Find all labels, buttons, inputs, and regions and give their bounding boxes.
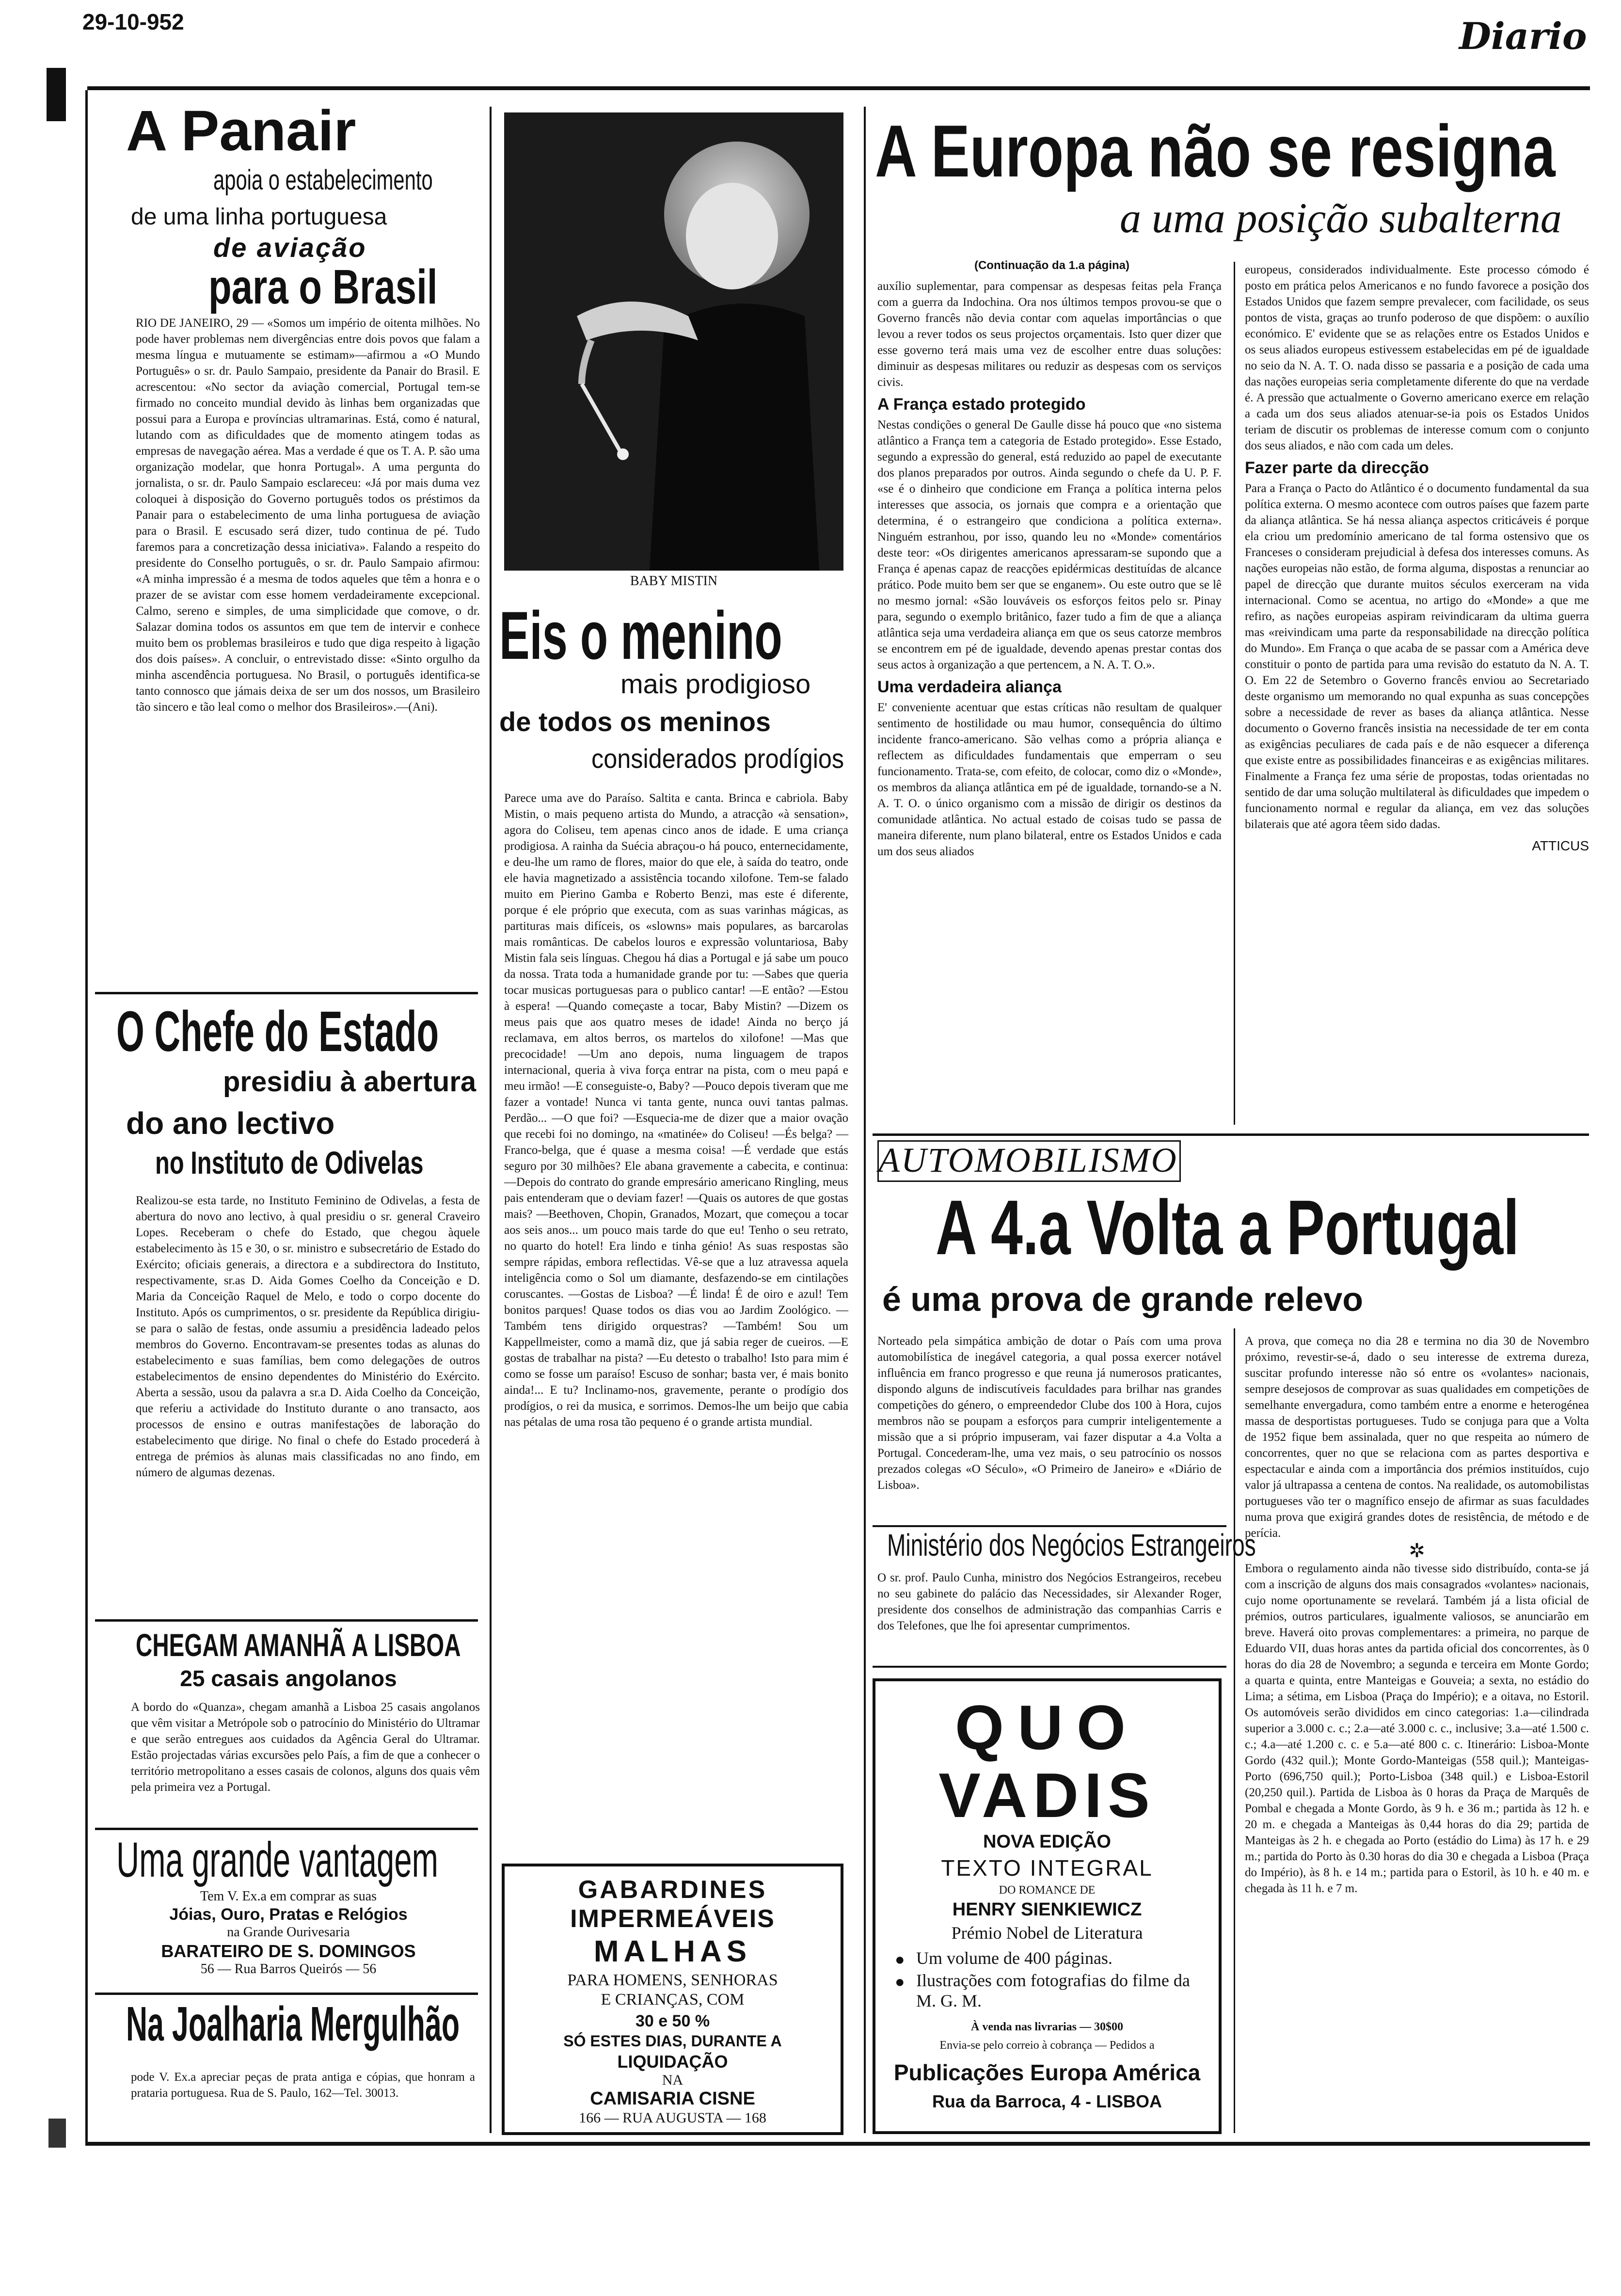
asterisk-icon: ✲ — [1409, 1540, 1425, 1562]
panair-article — [97, 99, 480, 714]
ad-quovadis-l3: NOVA EDIÇÃO — [983, 1832, 1111, 1852]
panair-title: A Panair — [126, 99, 356, 163]
europa-col1-para-a: auxílio suplementar, para compensar as despesas feitas pela França com a guerra da Indochina. Ora nos últimos tempos provou-se que o Governo francês não devia contar com aquelas importâncias o que levou a rever todos os seus projectos orçamentais. Isto quer dizer que esse governo terá mais uma vez de escolher entre duas soluções: diminuir as despesas militares ou reduzir as despesas com os serviços civis. — [877, 280, 1222, 389]
ad-quovadis-l1: QUO — [954, 1692, 1140, 1763]
auto-col2-para-a: A prova, que começa no dia 28 e termina no dia 30 de Novembro próximo, revestir-se-á, dado o seu interesse de extrema dureza, suscitar profundo interesse não só entre os «volantes» nacionais, sempre desejosos de comprovar as suas qualidades em competições de semelhante envergadura, como também entre a enorme e heterogénea massa de desportistas portugueses. Tudo se conjuga para que a Volta de 1952 fique bem assinalada, quer no que respeita ao número de concorrentes, quer no que se relaciona com as partes desportiva e espectacular e ainda com a importância dos prémios instituídos, cujo valor já ultrapassa a centena de contos. Na realidade, os automobilistas portugueses vão ter o magnífico ensejo de afirmar as suas faculdades numa prova que exigirá grandes dotes de resistência, de método e de perícia. — [1245, 1335, 1589, 1540]
angolanos-subtitle: 25 casais angolanos — [180, 1666, 397, 1691]
ad-gabardines-l9: NA — [662, 2072, 683, 2088]
menino-title: Eis o menino — [499, 597, 782, 673]
column-rule — [490, 107, 492, 2133]
ad-vantagem-line-4: BARATEIRO DE S. DOMINGOS — [161, 1941, 416, 1961]
ad-quovadis-l11: Envia-se pelo correio à cobrança — Pedidos a — [939, 2039, 1155, 2052]
ministerio-title: Ministério dos Negócios Estrangeiros — [887, 1528, 1256, 1563]
europa-col-1 — [877, 278, 1222, 860]
chefe-body: Realizou-se esta tarde, no Instituto Feminino de Odivelas, a festa de abertura do novo ano lectivo, à qual presidiu o sr. general Craveiro Lopes. Receberam o chefe do Estado, que chegou àquele estabelecimento às 15 e 30, o sr. ministro e subsecretário de Estado do Exército; oficiais generais, a directora e a subdirectora do Instituto, respectivamente, sr.as D. Aida Gomes Coelho da Conceição e D. Maria da Conceição Raquel de Melo, e todo o corpo docente do Instituto. Após os cumprimentos, o sr. presidente da República dirigiu-se para o salão de festas, onde assumiu a presidência ladeado pelos membros do Governo. Encontravam-se presentes todas as alunas do estabelecimento e suas famílias, bem como delegações de outros estabelecimentos de ensino dependentes do Ministério do Exército. Aberta a sessão, usou da palavra a sr.a D. Aida Coelho da Conceição, que referiu a actividade do Instituto durante o ano transacto, aos processos de ensino e outras manifestações de laboração do estabelecimento que dirige. No final o chefe do Estado procederá à entrega de prémios às alunas mais classificadas no ano findo, em número de algumas dezenas. — [136, 1194, 480, 1479]
ad-gabardines-l5: E CRIANÇAS, COM — [601, 1991, 745, 2009]
europa-continuation: (Continuação da 1.a página) — [974, 259, 1130, 272]
ad-quovadis-l13: Rua da Barroca, 4 - LISBOA — [932, 2091, 1162, 2111]
panair-body: RIO DE JANEIRO, 29 — «Somos um império de oitenta milhões. No pode haver problemas nem divergências entre dois povos que falam a mesma língua e mutuamente se estimam»—afirmou a «O Mundo Português» o sr. dr. Paulo Sampaio, presidente da Panair do Brasil. E acrescentou: «No sector da aviação comercial, Portugal tem-se firmado no conceito mundial devido às linhas bem organizadas que possui para a Europa e províncias ultramarinas. Está, como é natural, lutando com as dificuldades que de momento atingem todas as empresas de navegação aérea. Mas a verdade é que os T. A. P. são uma organização modelar, que honra Portugal». A uma pergunta do jornalista, o sr. dr. Paulo Sampaio esclareceu: «Já por mais duma vez coloquei à disposição do Governo português todos os préstimos da Panair para o estabelecimento de uma linha portuguesa de aviação para o Brasil. E escusado será dizer, tudo continua de pé. Tudo faremos para a concretização dessa iniciativa». Falando a respeito do presidente do Conselho português, o sr. dr. Paulo Sampaio afirmou: «A minha impressão é a mesma de todos aqueles que têm a honra e o prazer de se avistar com esse homem verdadeiramente excepcional. Calmo, sereno e simples, de uma simplicidade que comove, o dr. Salazar domina todos os assuntos em que tem de intervir e conhece muito bem os problemas brasileiros e tudo que diga respeito à ligação dos dois países». A concluir, o entrevistado disse: «Sinto orgulho da minha ascendência portuguesa. No Brasil, o português identifica-se tanto connosco que jámais deixa de ser um dos nossos, um Brasileiro tão sincero e tão leal como o melhor dos Brasileiros».—(Ani). — [136, 317, 480, 714]
bottom-rule — [87, 2142, 1590, 2146]
menino-subtitle-3: considerados prodígios — [591, 743, 844, 774]
ad-vantagem-line-5: 56 — Rua Barros Queirós — 56 — [200, 1961, 377, 1977]
ad-gabardines-l6: 30 e 50 % — [635, 2012, 710, 2030]
europa-col2-para-b: Para a França o Pacto do Atlântico é o documento fundamental da sua política externa. O mesmo acontece com outros países que fazem parte da aliança atlântica. Se há nessa aliança aspectos criticáveis é porque ela criou um predomínio americano de tal forma ostensivo que os Franceses o consideram prejudicial à defesa dos interesses comuns. As nações europeias não estão, de forma alguma, dispostas a renunciar ao papel de direcção que durante muitos séculos exerceram na vida internacional. Como se acentua, no artigo do «Monde» a que me refiro, as nações europeias aspiram reivindicaram da ultima guerra mas «reivindicam uma parte da responsabilidade na direcção política do Mundo». Em França o que acaba de se passar com a América deve constituir o ponto de partida para uma revisão do estatuto da N. A. T. O. Em 22 de Setembro o Governo francês enviou ao Secretariado deste organismo um memorando no qual expunha as suas concepções sobre a necessidade de rever as bases da aliança atlântica. Nesse documento o Governo francês insistia na necessidade de ter em conta as exigências peculiares de cada país e de não esquecer a diferença que existe entre as possibilidades financeiras e as exigências militares. Finalmente a França fez uma série de propostas, todas orientadas no sentido de dar uma solução multilateral às dificuldades que impedem o funcionamento normal e regular da aliança, em vez das soluções bilaterais que até agora têem sido dadas. — [1245, 482, 1589, 831]
ad-quovadis-l8: Um volume de 400 páginas. — [916, 1948, 1112, 1968]
panair-subtitle-2: de uma linha portuguesa — [131, 204, 387, 230]
column-rule — [1234, 1328, 1235, 2133]
photo-caption: BABY MISTIN — [630, 574, 718, 589]
margin-edge — [48, 2119, 66, 2148]
ad-vantagem-line-2: Jóias, Ouro, Pratas e Relógios — [169, 1905, 408, 1924]
column-rule — [864, 107, 866, 2133]
section-rule — [95, 1993, 478, 1995]
margin-edge — [47, 68, 66, 121]
baby-mistin-photo — [504, 112, 843, 571]
angolanos-body: A bordo do «Quanza», chegam amanhã a Lisboa 25 casais angolanos que vêm visitar a Metrópole sob o patrocínio do Ministério do Ultramar e que serão entregues aos cuidados da Agência Geral do Ultramar. Estão projectadas várias excursões pelo País, a fim de que a conhecer o território metropolitano a esses casais de colonos, alguns dos quais vêm pela primeira vez a Portugal. — [131, 1701, 480, 1794]
ad-quovadis-l2: VADIS — [938, 1760, 1156, 1831]
auto-subtitle: é uma prova de grande relevo — [882, 1280, 1364, 1318]
ad-quovadis-l10: À venda nas livrarias — 30$00 — [970, 2021, 1123, 2033]
europa-col2-para-a: europeus, considerados individualmente. Este processo cómodo é posto em prática pelos Americanos e no fundo favorece a posição dos Estados Unidos que fazem sempre prevalecer, com facilidade, os seus pontos de vista, graças ao trunfo poderoso de que dispõem: o auxílio económico. E' evidente que se as relações entre os Estados Unidos e os seus aliados europeus estivessem estabelecidas em pé de igualdade no seio da N. A. T. O. nada disso se passaria e a posição de cada uma das nações europeias seria completamente diferente do que na verdade é. A pressão que actualmente o Governo americano exerce em relação a cada um dos seus aliados atenuar-se-ia pois os Estados Unidos teriam de discutir os problemas de interesse comum com o conjunto dos seus aliados, e não com cada um deles. — [1245, 263, 1589, 452]
ad-vantagem-line-3: na Grande Ourivesaria — [227, 1925, 350, 1940]
europa-title: A Europa não se resigna — [875, 110, 1556, 192]
child-with-baton-illustration — [504, 112, 843, 571]
chefe-subtitle-3: no Instituto de Odivelas — [155, 1145, 424, 1180]
europa-col1-para-b: Nestas condições o general De Gaulle disse há pouco que «no sistema atlântico a França tem a categoria de Estado protegido». Esse Estado, segundo a expressão do general, está reduzido ao papel de executante dos planos preparados por outros. Ainda segundo o chefe da U. P. F. «se é o dinheiro que condicione em França a política interna pelos interesses que associa, os jornais que compra e a orientação que determina, é o estrangeiro que condiciona a política externa». Ninguém estranhou, por isso, quando leu no «Monde» comentários deste teor: «Os dirigentes americanos apressaram-se supondo que a França é apenas capaz de reacções epidérmicas destituídas de alcance prático. Pode muito bem ser que se enganem». Ou este outro que se lê no mesmo jornal: «São louváveis os esforços feitos pelo sr. Pinay para, segundo o exemplo britânico, fazer tudo a fim de que a aliança atlântica seja uma verdadeira aliança em que os seus catorze membros se encontrem em pé de igualdade, devendo apenas prestar contas dos seus actos à organização a que pertencem, a N. A. T. O.». — [877, 418, 1222, 671]
menino-subtitle-1: mais prodigioso — [620, 669, 811, 699]
europa-heading-2: Uma verdadeira aliança — [877, 678, 1062, 696]
ad-quovadis-l7: Prémio Nobel de Literatura — [951, 1923, 1143, 1943]
europa-col1-para-c: E' conveniente acentuar que estas críticas não resultam de qualquer sentimento de hostilidade ou mau humor, consequência do último incidente franco-americano. São velhas como a própria aliança e reflectem as dificuldades fundamentais que emperram o seu funcionamento. Trata-se, com efeito, de colocar, como diz o «Monde», os membros da aliança atlântica em pé de igualdade, tornando-se a N. A. T. O. o único organismo com a missão de dirigir os destinos da comunidade atlântica. No actual estado de coisas tudo se passa de maneira diferente, num plano bilateral, entre os Estados Unidos e cada um dos seus aliados — [877, 701, 1222, 858]
auto-section-label: AUTOMOBILISMO — [878, 1141, 1178, 1180]
ad-gabardines-l7: SÓ ESTES DIAS, DURANTE A — [563, 2032, 782, 2050]
ad-quovadis-l5: DO ROMANCE DE — [999, 1884, 1096, 1897]
europa-heading-1: A França estado protegido — [877, 395, 1086, 414]
column-rule — [1234, 262, 1235, 1125]
page-date: 29-10-952 — [82, 9, 184, 34]
ad-vantagem — [97, 1832, 480, 1989]
ad-quovadis-l12: Publicações Europa América — [893, 2060, 1201, 2085]
panair-subtitle-4: para o Brasil — [208, 260, 438, 314]
auto-title: A 4.a Volta a Portugal — [936, 1184, 1520, 1271]
ad-gabardines-l1: GABARDINES — [578, 1876, 767, 1904]
europa-subtitle: a uma posição subalterna — [1120, 195, 1562, 242]
ad-vantagem-line-1: Tem V. Ex.a em comprar as suas — [200, 1889, 377, 1904]
ad-quovadis-l4: TEXTO INTEGRAL — [941, 1855, 1153, 1881]
menino-subtitle-2: de todos os meninos — [499, 706, 771, 737]
section-rule — [95, 1619, 478, 1622]
europa-heading-3: Fazer parte da direcção — [1245, 459, 1429, 477]
auto-col2-para-b: Embora o regulamento ainda não tivesse sido distribuído, conta-se já com a inscrição de alguns dos mais consagrados «volantes» nacionais, cujo nome oportunamente se revelará. Também já a lista oficial de prémios, outros particulares, igualmente valiosos, se anunciarão em breve. Haverá oito provas complementares: a primeira, no parque de Eduardo VII, duas horas antes da partida oficial dos concorrentes, às 0 horas do dia 28 de Novembro; a segunda e terceira em Monte Gordo; a quarta e quinta, entre Manteigas e Gouveia; a sexta, no estádio do Lima; a sétima, em Lisboa (Praça do Império); e a oitava, no Estoril. Os automóveis serão divididos em cinco categorias: 1.a—cilindrada superior a 3.000 c. c.; 2.a—até 3.000 c. c., inclusive; 3.a—até 1.500 c. c.; 4.a—até 1.200 c. c. e 5.a—até 800 c. c. Itinerário: Lisboa-Monte Gordo (432 quil.); Monte Gordo-Manteigas (558 quil.); Manteigas-Porto (696,750 quil.); Porto-Lisboa (348 quil.) e Lisboa-Estoril (20,250 quil.). Partida de Lisboa às 0 horas da Praça de Marquês de Pombal e chegada a Monte Gordo, às 9 h. e 36 m.; partida às 12 h. e 20 m. e chegada a Manteigas às 0,44 horas do dia 29; partida de Manteigas às 2 h. e chegada ao Porto (estádio do Lima) às 17 h. e 29 m.; partida do Porto às 0.30 horas do dia 30 e chegada a Lisboa (Praça do Império), às 8 h. e 14 m.; partida para o Estoril, às 10 h. e 40 m. e chegada às 11 h. e 7 m. — [1245, 1562, 1589, 1895]
ad-gabardines — [502, 1864, 843, 2135]
ad-mergulhao-body: pode V. Ex.a apreciar peças de prata antiga e cópias, que honram a prataria portuguesa. Rua de S. Paulo, 162—Tel. 30013. — [131, 2071, 475, 2100]
panair-subtitle-1: apoia o estabelecimento — [213, 164, 433, 196]
ad-gabardines-l3: MALHAS — [593, 1935, 752, 1968]
auto-col-1: Norteado pela simpática ambição de dotar o País com uma prova automobilística de inegável categoria, a qual possa exercer notável influência em franco progresso e que reuna já numerosos praticantes, dispondo alguns de indiscutíveis faculdades para brilhar nas grandes competições do género, o empreendedor Clube dos 100 à Hora, cujos membros não se poupam a esforços para cumprir inteligentemente a missão que a si próprio impuseram, vai fazer disputar a 4.a Volta a Portugal. Concederam-lhe, uma vez mais, o seu patrocínio os nossos prezados colegas «O Século», «O Primeiro de Janeiro» e «Diário de Lisboa». — [877, 1335, 1222, 1492]
ad-quo-vadis — [873, 1678, 1222, 2134]
panair-subtitle-3: de aviação — [213, 232, 367, 263]
ad-quovadis-l9: Ilustrações com fotografias do filme da M. G. M. — [916, 1971, 1190, 2010]
ad-mergulhao-title: Na Joalharia Mergulhão — [126, 1997, 460, 2051]
section-rule — [95, 992, 478, 994]
section-rule — [873, 1666, 1226, 1668]
ad-quovadis-l6: HENRY SIENKIEWICZ — [952, 1899, 1142, 1920]
masthead: Diario — [1459, 15, 1587, 58]
chefe-subtitle-1: presidiu à abertura — [223, 1066, 477, 1098]
ad-gabardines-l2: IMPERMEÁVEIS — [570, 1905, 775, 1933]
bullet-icon: ● — [895, 1951, 905, 1969]
column-rule — [85, 90, 88, 2146]
ministerio-body: O sr. prof. Paulo Cunha, ministro dos Negócios Estrangeiros, recebeu no seu gabinete do palácio das Necessidades, sir Alexander Roger, presidente dos conselhos de administração das companhias Carris e dos Telefones, que lhe foi apresentar cumprimentos. — [877, 1571, 1222, 1632]
ad-gabardines-l8: LIQUIDAÇÃO — [617, 2052, 728, 2072]
ad-mergulhao — [97, 1996, 480, 2132]
ad-vantagem-title: Uma grande vantagem — [116, 1832, 439, 1887]
menino-body: Parece uma ave do Paraíso. Saltita e canta. Brinca e cabriola. Baby Mistin, o mais pequeno artista do Mundo, a atracção «à sensation», agora do Coliseu, tem apenas cinco anos de idade. E uma criança prodigiosa. A rainha da Suécia abraçou-o há pouco, enternecidamente, e deu-lhe um ramo de flores, maior do que ele, à saída do teatro, onde ele havia magnetizado a assistência tocando xilofone. Tem-se falado muito em Pierino Gamba e Roberto Benzi, mas este é diferente, porque é ele próprio que executa, com as suas varinhas mágicas, as partituras mais difíceis, os «slowns» mais populares, as barcarolas mais românticas. De cabelos louros e expressão voluntariosa, Baby Mistin fala seis línguas. Chegou há dias a Portugal e já sabe um pouco da nossa. Trata toda a humanidade grande por tu: —Sabes que queria tocar musicas portuguesas para o publico cantar! —E então? —Estou à espera! —Quando começaste a tocar, Baby Mistin? —Dizem os meus pais que aos quatro meses de idade! Ainda no berço já reclamava, em altos berros, os martelos do xilofone! —Mas que precocidade! —Um ano depois, numa linguagem de trapos internacional, queria à viva força entrar na pista, com o meu papá e meu irmão! —E conseguiste-o, Baby? —Pouco depois tiveram que me fazer a vontade! Nunca vi tanta gente, nunca ouvi tantas palmas. Perdão... —O que foi? —Esquecia-me de dizer que a maior ovação que recebi foi no domingo, na «matinée» do Coliseu! —És belga? —Franco-belga, que é quase a mesma coisa! —É verdade que estás seguro por 30 milhões? Ele abana gravemente a cabecita, e continua: —Depois do contrato do grande empresário americano Ringling, meus pais entenderam que o deviam fazer! —Quais os autores de que gostas mais? —Beethoven, Chopin, Granados, Mozart, que começou a tocar aos seis anos... um pouco mais tarde do que eu! Tenho o seu retrato, no quarto do hotel! Era lindo e tinha génio! As suas respostas são sempre rápidas, embora reflectidas. Vê-se que a luz atravessa aquela inteligência como o Sol um diamante, desfazendo-se em cintilações coruscantes. —Gostas de Lisboa? —É linda! É de oiro e azul! Tem bonitos parques! Quase todos os dias vou ao Jardim Zoológico. —Também tens dirigido orquestras? —Também! Sou um Kappellmeister, como a mamã diz, que já sabia reger de cueiros. —E gostas de trabalhar na pista? —Eu detesto o trabalho! Isto para mim é como se fosse um paraíso! Escuso de sonhar; basta ver, é mais bonito ainda!... E tu? Inclinamo-nos, gravemente, perante o prodígio dos prodígios, o rei da musica, e sorrimos. Demos-lhe um beijo que cabia nas pétalas de uma rosa tão pequeno é o grande artista mundial. — [504, 792, 848, 1429]
europa-byline: ATTICUS — [1532, 838, 1589, 853]
ad-gabardines-l10: CAMISARIA CISNE — [590, 2089, 755, 2109]
angolanos-title: CHEGAM AMANHÃ A LISBOA — [136, 1627, 461, 1663]
section-rule — [95, 1828, 478, 1830]
chefe-title: O Chefe do Estado — [116, 1000, 439, 1064]
bullet-icon: ● — [895, 1973, 905, 1991]
chefe-subtitle-2: do ano lectivo — [126, 1106, 335, 1141]
ad-gabardines-l4: PARA HOMENS, SENHORAS — [567, 1971, 778, 1989]
section-rule — [873, 1133, 1589, 1136]
europa-col-2 — [1245, 262, 1589, 854]
top-rule — [87, 86, 1590, 90]
ad-gabardines-l11: 166 — RUA AUGUSTA — 168 — [579, 2110, 766, 2126]
auto-col-2 — [1245, 1333, 1589, 1897]
